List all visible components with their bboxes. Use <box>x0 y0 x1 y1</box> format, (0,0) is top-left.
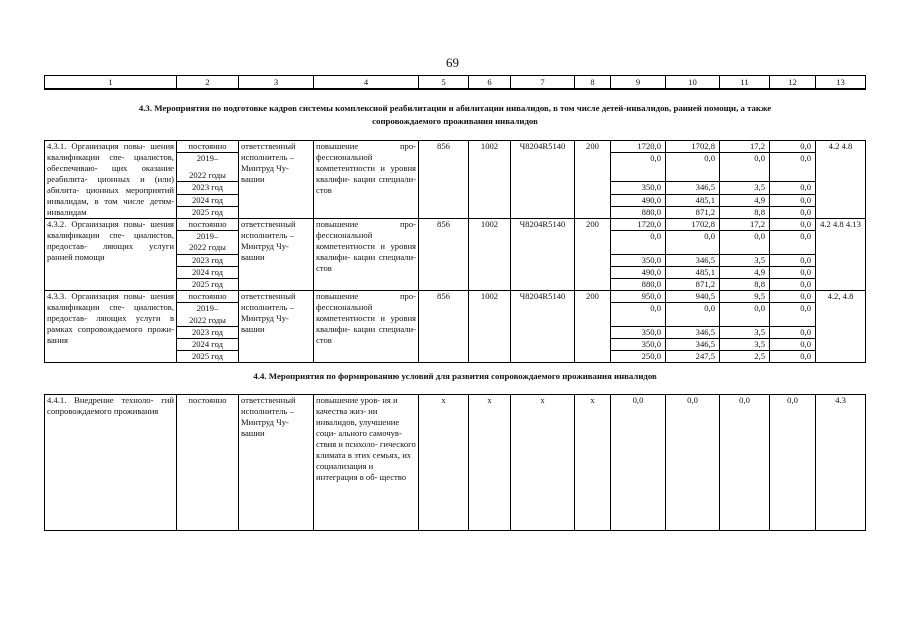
csr-cell: Ч8204R5140 <box>511 219 575 291</box>
period-cell: постоянно <box>177 291 239 303</box>
period-cell: 2023 год <box>177 326 239 338</box>
finance-cell: 0,0 <box>611 153 666 182</box>
indicator-cell: 4.2 4.8 <box>816 141 866 219</box>
section-title-row <box>45 363 866 395</box>
finance-cell: 0,0 <box>770 153 816 182</box>
measure-name: 4.4.1. Внедрение техноло- гий сопровождаемого проживания <box>45 395 177 531</box>
finance-cell: 350,0 <box>611 326 666 338</box>
finance-cell: 350,0 <box>611 182 666 194</box>
finance-cell: 0,0 <box>770 326 816 338</box>
finance-cell: 880,0 <box>611 278 666 290</box>
table-row <box>45 141 866 153</box>
finance-cell: 0,0 <box>770 206 816 218</box>
period-cell: 2019– <box>177 303 239 315</box>
period-cell: 2024 год <box>177 194 239 206</box>
finance-cell: 247,5 <box>666 351 720 363</box>
finance-cell: 0,0 <box>770 338 816 350</box>
period-cell: 2025 год <box>177 351 239 363</box>
rz-cell: 1002 <box>469 291 511 363</box>
finance-cell: 0,0 <box>770 351 816 363</box>
executor-cell: ответственный исполнитель – Минтруд Чу- вашии <box>239 141 314 219</box>
finance-cell: 1702,8 <box>666 141 720 153</box>
period-cell: 2025 год <box>177 278 239 290</box>
finance-cell: 0,0 <box>770 254 816 266</box>
section-title: 4.4. Мероприятия по формированию условий для развития сопровождаемого проживания инвалидов <box>253 371 657 382</box>
section-title-row <box>45 89 866 140</box>
csr-cell: x <box>511 395 575 531</box>
col-number: 3 <box>239 76 314 90</box>
indicator-cell: 4.2, 4.8 <box>816 291 866 363</box>
col-number: 13 <box>816 76 866 90</box>
finance-cell: 350,0 <box>611 254 666 266</box>
finance-cell: 0,0 <box>611 303 666 326</box>
period-cell: 2024 год <box>177 266 239 278</box>
finance-cell: 490,0 <box>611 266 666 278</box>
finance-cell: 490,0 <box>611 194 666 206</box>
indicator-cell: 4.2 4.8 4.13 <box>816 219 866 291</box>
vr-cell: x <box>575 395 611 531</box>
finance-cell: 8,8 <box>720 206 770 218</box>
measure-name: 4.3.3. Организация повы- шения квалификации спе- циалистов, предостав- ляющих услуги в рамках сопровождаемого прожи- вания <box>45 291 177 363</box>
finance-cell: 0,0 <box>770 219 816 231</box>
finance-cell: 0,0 <box>666 231 720 254</box>
col-number: 7 <box>511 76 575 90</box>
col-number: 12 <box>770 76 816 90</box>
period-cell: постоянно <box>177 395 239 531</box>
rows-table <box>44 140 866 363</box>
finance-cell: 1702,8 <box>666 219 720 231</box>
result-cell: повышение про- фессиональной компетентности и уровня квалифи- кации специали- стов <box>314 141 419 219</box>
rz-cell: 1002 <box>469 141 511 219</box>
finance-cell: 9,5 <box>720 291 770 303</box>
col-number: 11 <box>720 76 770 90</box>
finance-cell: 0,0 <box>666 153 720 182</box>
col-number: 10 <box>666 76 720 90</box>
finance-cell: 3,5 <box>720 254 770 266</box>
result-cell: повышение уров- ня и качества жиз- ни инвалидов, улучшение соци- ального самочув- ствия и психоло- гического климата в этих семьях, их социализация и интеграция в об- щество <box>314 395 419 531</box>
finance-cell: 8,8 <box>720 278 770 290</box>
vr-cell: 200 <box>575 219 611 291</box>
grbs-cell: x <box>419 395 469 531</box>
csr-cell: Ч8204R5140 <box>511 141 575 219</box>
finance-cell: 0,0 <box>720 153 770 182</box>
finance-cell: 485,1 <box>666 194 720 206</box>
page-number: 69 <box>446 55 459 70</box>
finance-cell: 0,0 <box>611 231 666 254</box>
finance-cell: 0,0 <box>770 278 816 290</box>
measure-name: 4.3.2. Организация повы- шения квалификации спе- циалистов, предостав- ляющих услуги ранней помощи <box>45 219 177 291</box>
finance-cell: 0,0 <box>611 395 666 531</box>
period-cell: 2025 год <box>177 206 239 218</box>
period-cell: 2024 год <box>177 338 239 350</box>
finance-cell: 346,5 <box>666 254 720 266</box>
period-cell: постоянно <box>177 141 239 153</box>
grbs-cell: 856 <box>419 141 469 219</box>
finance-cell: 0,0 <box>770 266 816 278</box>
indicator-cell: 4.3 <box>816 395 866 531</box>
period-cell: 2022 годы <box>177 315 239 327</box>
col-number: 2 <box>177 76 239 90</box>
col-number: 5 <box>419 76 469 90</box>
finance-cell: 346,5 <box>666 326 720 338</box>
finance-cell: 0,0 <box>720 231 770 254</box>
executor-cell: ответственный исполнитель – Минтруд Чу- вашии <box>239 219 314 291</box>
col-number: 4 <box>314 76 419 90</box>
finance-cell: 0,0 <box>770 141 816 153</box>
vr-cell: 200 <box>575 141 611 219</box>
finance-cell: 0,0 <box>770 395 816 531</box>
grbs-cell: 856 <box>419 291 469 363</box>
finance-cell: 4,9 <box>720 194 770 206</box>
rz-cell: x <box>469 395 511 531</box>
period-cell: 2022 годы <box>177 170 239 182</box>
col-number: 6 <box>469 76 511 90</box>
section-title: 4.3. Мероприятия по подготовке кадров системы комплексной реабилитации и абилитации инвалидов, в том числе детей-инвалидов, ранней помощи, а также сопровождаемого проживания инвалидов <box>138 103 772 126</box>
finance-cell: 17,2 <box>720 219 770 231</box>
finance-cell: 2,5 <box>720 351 770 363</box>
finance-cell: 0,0 <box>666 395 720 531</box>
column-number-row <box>45 76 866 90</box>
finance-cell: 3,5 <box>720 326 770 338</box>
period-cell: постоянно <box>177 219 239 231</box>
finance-cell: 871,2 <box>666 278 720 290</box>
finance-cell: 1720,0 <box>611 141 666 153</box>
finance-cell: 0,0 <box>720 303 770 326</box>
finance-cell: 871,2 <box>666 206 720 218</box>
executor-cell: ответственный исполнитель – Минтруд Чу- вашии <box>239 395 314 531</box>
finance-cell: 1720,0 <box>611 219 666 231</box>
period-cell: 2023 год <box>177 254 239 266</box>
rz-cell: 1002 <box>469 219 511 291</box>
finance-cell: 940,5 <box>666 291 720 303</box>
col-number: 8 <box>575 76 611 90</box>
result-cell: повышение про- фессиональной компетентности и уровня квалифи- кации специали- стов <box>314 219 419 291</box>
finance-cell: 346,5 <box>666 182 720 194</box>
csr-cell: Ч8204R5140 <box>511 291 575 363</box>
finance-cell: 4,9 <box>720 266 770 278</box>
finance-cell: 0,0 <box>770 291 816 303</box>
finance-cell: 350,0 <box>611 338 666 350</box>
grbs-cell: 856 <box>419 219 469 291</box>
vr-cell: 200 <box>575 291 611 363</box>
finance-cell: 485,1 <box>666 266 720 278</box>
finance-cell: 880,0 <box>611 206 666 218</box>
finance-cell: 346,5 <box>666 338 720 350</box>
finance-cell: 3,5 <box>720 182 770 194</box>
finance-cell: 17,2 <box>720 141 770 153</box>
period-cell: 2019– <box>177 231 239 243</box>
col-number: 9 <box>611 76 666 90</box>
finance-cell: 0,0 <box>770 231 816 254</box>
period-cell: 2023 год <box>177 182 239 194</box>
finance-cell: 0,0 <box>770 303 816 326</box>
finance-cell: 0,0 <box>666 303 720 326</box>
finance-cell: 0,0 <box>770 182 816 194</box>
measure-name: 4.3.1. Организация повы- шения квалификации спе- циалистов, обеспечиваю- щих оказание реабилита- ционных и (или) абилита- ционных мероприятий инвалидам, в том числе детям-инвалидам <box>45 141 177 219</box>
table-row <box>45 219 866 231</box>
finance-cell: 950,0 <box>611 291 666 303</box>
table-row <box>45 291 866 303</box>
finance-cell: 0,0 <box>720 395 770 531</box>
table-row <box>45 395 866 531</box>
finance-cell: 3,5 <box>720 338 770 350</box>
period-cell: 2022 годы <box>177 242 239 254</box>
executor-cell: ответственный исполнитель – Минтруд Чу- вашии <box>239 291 314 363</box>
finance-cell: 250,0 <box>611 351 666 363</box>
finance-cell: 0,0 <box>770 194 816 206</box>
program-table <box>44 75 865 531</box>
section-44-table <box>44 363 866 531</box>
col-number: 1 <box>45 76 177 90</box>
period-cell: 2019– <box>177 153 239 171</box>
result-cell: повышение про- фессиональной компетентности и уровня квалифи- кации специали- стов <box>314 291 419 363</box>
